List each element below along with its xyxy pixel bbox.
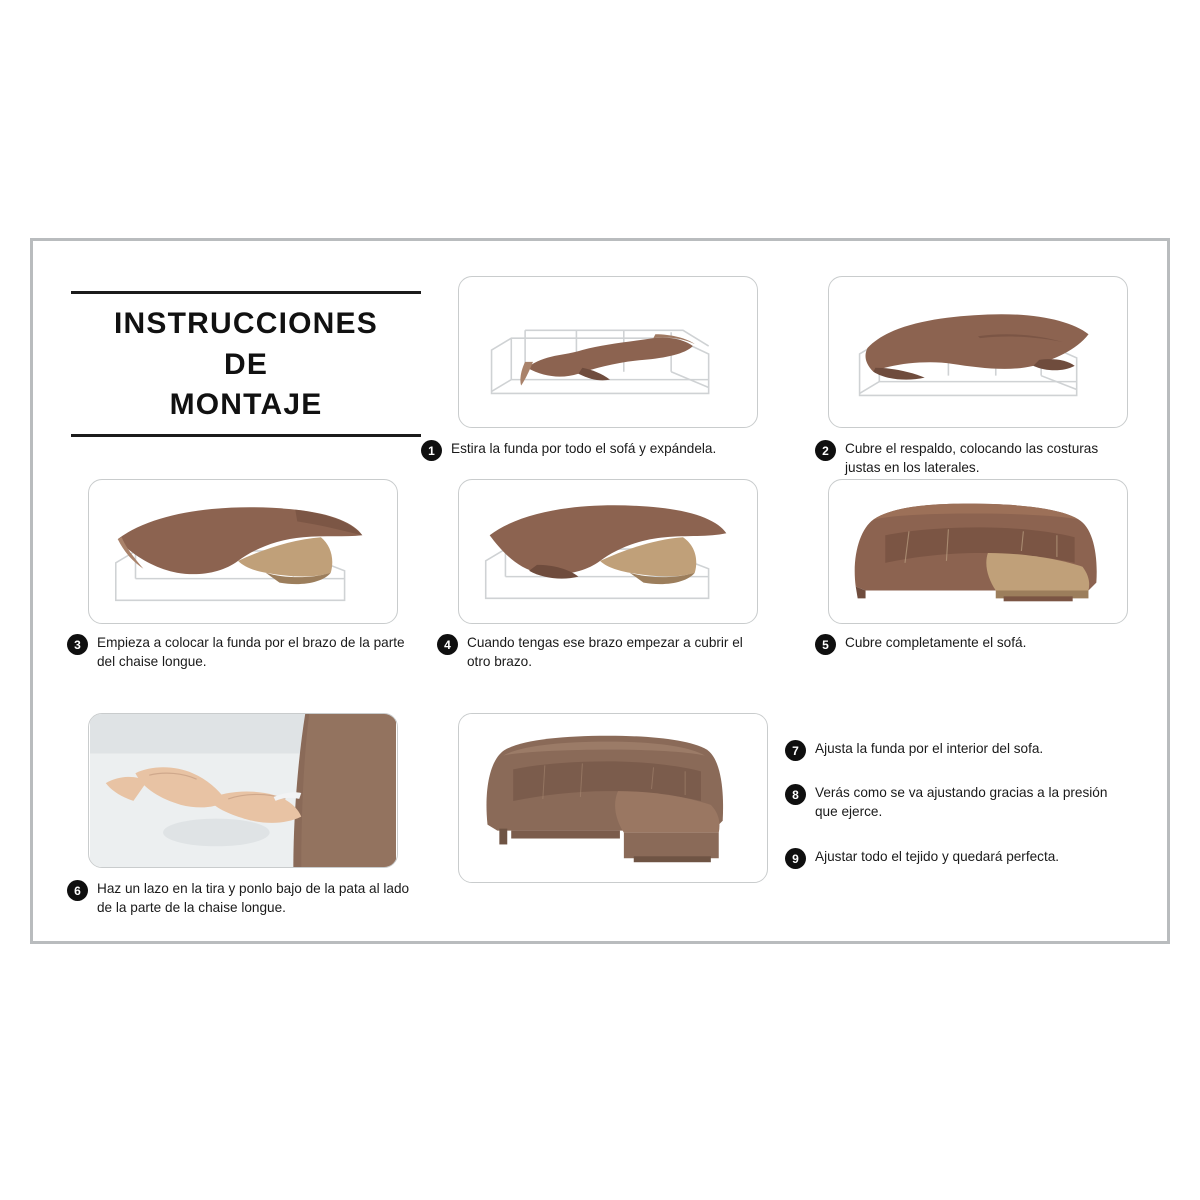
sofa-outline-with-draped-cover-icon — [459, 277, 757, 427]
step-8-text: Verás como se va ajustando gracias a la presión que ejerce. — [815, 785, 1108, 820]
step-6-text: Haz un lazo en la tira y ponlo bajo de la pata al lado de la parte de la chaise longue. — [97, 881, 410, 916]
step-1-badge: 1 — [421, 440, 442, 461]
sofa-cover-over-chaise-arm-icon — [89, 480, 397, 623]
title-line-3: MONTAJE — [169, 388, 323, 421]
step-1-text: Estira la funda por todo el sofá y expándela. — [451, 441, 717, 456]
sofa-backrest-covered-icon — [829, 277, 1127, 427]
steps-789-illustration — [458, 713, 768, 883]
title-rule-bottom — [71, 434, 421, 437]
step-8-caption — [785, 783, 1115, 822]
title-line-2: DE — [223, 347, 269, 381]
step-2-illustration — [828, 276, 1128, 428]
step-7-text: Ajusta la funda por el interior del sofa. — [815, 741, 1044, 756]
step-2-caption — [815, 439, 1135, 478]
step-3-text: Empieza a colocar la funda por el brazo de la parte del chaise longue. — [97, 635, 405, 670]
step-3-badge: 3 — [67, 634, 88, 655]
step-2-text: Cubre el respaldo, colocando las costuras justas en los laterales. — [845, 441, 1099, 476]
hands-tying-strap-photo-icon — [89, 714, 397, 867]
step-2-badge: 2 — [815, 440, 836, 461]
step-5-badge: 5 — [815, 634, 836, 655]
step-6-illustration — [88, 713, 398, 868]
step-4-badge: 4 — [437, 634, 458, 655]
step-7-badge: 7 — [785, 740, 806, 761]
finished-sofa-photo-icon — [459, 714, 767, 882]
step-4-illustration — [458, 479, 758, 624]
step-5-caption — [815, 633, 1125, 655]
step-9-text: Ajustar todo el tejido y quedará perfecta. — [815, 849, 1060, 864]
step-3-caption — [67, 633, 417, 672]
step-9-caption — [785, 847, 1125, 869]
step-6-badge: 6 — [67, 880, 88, 901]
step-3-illustration — [88, 479, 398, 624]
page-title — [71, 291, 421, 437]
sofa-fully-covered-icon — [829, 480, 1127, 623]
step-9-badge: 9 — [785, 848, 806, 869]
title-text — [71, 294, 421, 434]
title-line-1: INSTRUCCIONES — [114, 307, 378, 340]
instruction-sheet — [30, 238, 1170, 944]
step-1-caption — [421, 439, 781, 461]
step-5-illustration — [828, 479, 1128, 624]
step-7-caption — [785, 739, 1115, 761]
sofa-cover-over-other-arm-icon — [459, 480, 757, 623]
step-6-caption — [67, 879, 427, 918]
step-5-text: Cubre completamente el sofá. — [845, 635, 1027, 650]
step-1-illustration — [458, 276, 758, 428]
step-4-text: Cuando tengas ese brazo empezar a cubrir el otro brazo. — [467, 635, 743, 670]
step-8-badge: 8 — [785, 784, 806, 805]
step-4-caption — [437, 633, 767, 672]
